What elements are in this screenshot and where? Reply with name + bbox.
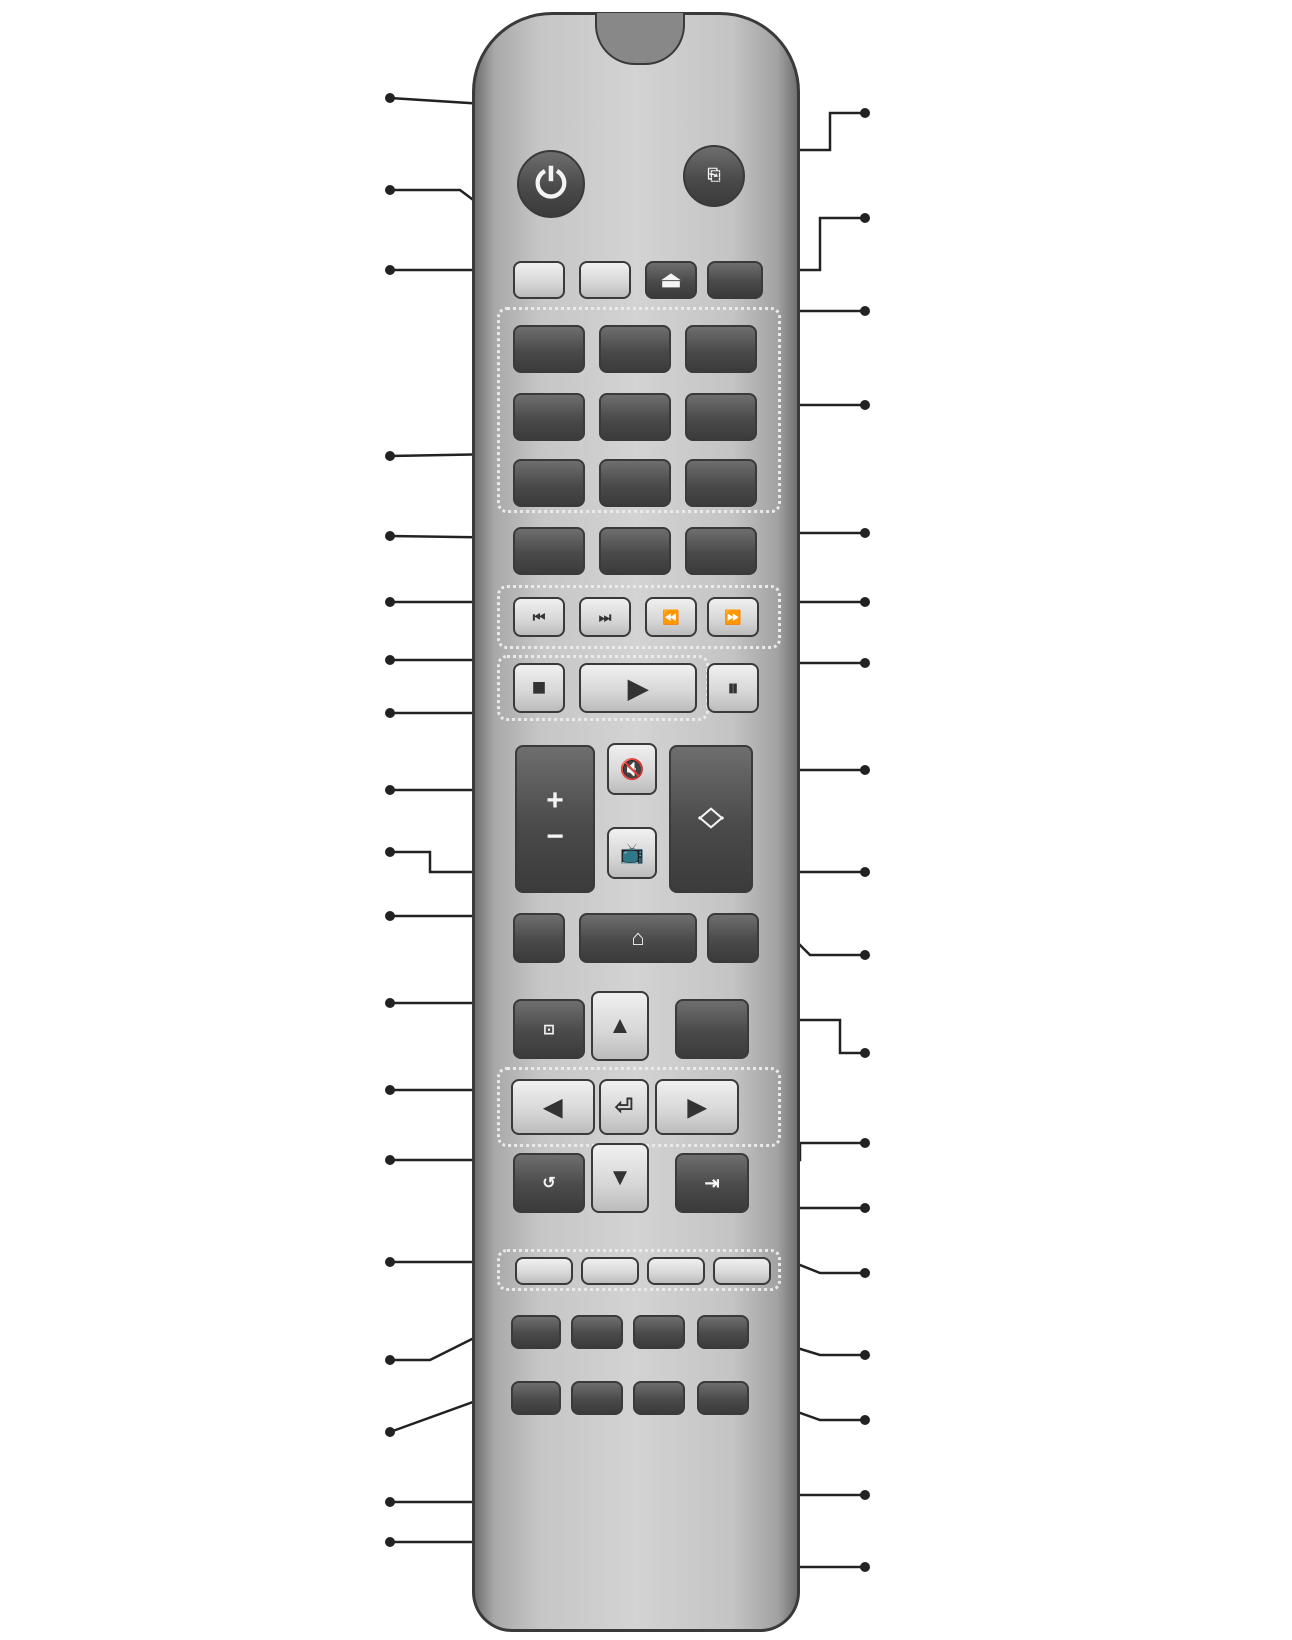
tv-sound-button[interactable]: [607, 827, 657, 879]
input-icon: ⎘: [707, 167, 721, 184]
volume-down-icon: −: [546, 820, 564, 853]
d-button[interactable]: [713, 1257, 771, 1285]
exit-button[interactable]: [675, 1153, 749, 1213]
next-button[interactable]: [579, 597, 631, 637]
rewind-icon: ⏪: [662, 608, 680, 625]
digit-3-button[interactable]: [685, 325, 757, 373]
preset-button[interactable]: [511, 1381, 561, 1415]
enter-button[interactable]: [599, 1079, 649, 1135]
digit-0-button[interactable]: [599, 527, 671, 575]
prev-button[interactable]: [513, 597, 565, 637]
play-button[interactable]: [579, 663, 697, 713]
sleep-button[interactable]: [707, 261, 763, 299]
exit-icon: ⇥: [704, 1172, 720, 1193]
full-screen-button[interactable]: [513, 913, 565, 963]
nav-down-button[interactable]: [591, 1143, 649, 1213]
disc-menu-button[interactable]: [513, 527, 585, 575]
tools-icon: ⊡: [543, 1020, 555, 1037]
digit-9-button[interactable]: [685, 459, 757, 507]
b-button[interactable]: [581, 1257, 639, 1285]
c-button[interactable]: [647, 1257, 705, 1285]
tv-icon: 📺: [619, 842, 645, 865]
home-icon: ⌂: [631, 925, 645, 950]
digit-5-button[interactable]: [599, 393, 671, 441]
stop-button[interactable]: [513, 663, 565, 713]
3d-sound-button[interactable]: [697, 1315, 749, 1349]
fast-forward-icon: ⏩: [724, 608, 742, 625]
power-icon: ⏻: [535, 161, 567, 206]
subtitle-button[interactable]: [633, 1381, 685, 1415]
arrow-right-icon: ▶: [687, 1093, 707, 1121]
info-button[interactable]: [675, 999, 749, 1059]
effect-button[interactable]: [697, 1381, 749, 1415]
eject-button[interactable]: [645, 261, 697, 299]
nav-left-button[interactable]: [511, 1079, 595, 1135]
arrow-left-icon: ◀: [543, 1093, 563, 1121]
skip-back-icon: ⏮: [532, 608, 546, 625]
pause-icon: ⏸: [727, 675, 739, 700]
nav-up-button[interactable]: [591, 991, 649, 1061]
digit-8-button[interactable]: [599, 459, 671, 507]
arrow-up-icon: ▲: [608, 1012, 632, 1039]
a-button[interactable]: [515, 1257, 573, 1285]
volume-rocker[interactable]: [515, 745, 595, 893]
eject-icon: ⏏: [660, 267, 682, 292]
repeat-button[interactable]: [707, 913, 759, 963]
audio-button[interactable]: [571, 1381, 623, 1415]
volume-up-icon: +: [546, 784, 564, 817]
enter-icon: ⏎: [614, 1094, 634, 1119]
skip-forward-icon: ⏭: [598, 608, 612, 625]
tools-button[interactable]: [513, 999, 585, 1059]
digit-2-button[interactable]: [599, 325, 671, 373]
stop-icon: ■: [531, 674, 547, 701]
digit-4-button[interactable]: [513, 393, 585, 441]
function-tv-source-button[interactable]: [683, 145, 745, 207]
tuning-channel-rocker[interactable]: [669, 745, 753, 893]
digit-1-button[interactable]: [513, 325, 585, 373]
smart-search-button[interactable]: [571, 1315, 623, 1349]
digit-7-button[interactable]: [513, 459, 585, 507]
fast-forward-button[interactable]: [707, 597, 759, 637]
sw-level-button[interactable]: [633, 1315, 685, 1349]
home-button[interactable]: [579, 913, 697, 963]
arrow-down-icon: ▼: [608, 1164, 632, 1191]
tv-button[interactable]: [579, 261, 631, 299]
mute-icon: 🔇: [619, 758, 645, 781]
mute-button[interactable]: [607, 743, 657, 795]
power-button[interactable]: [517, 150, 585, 218]
play-icon: ▶: [628, 672, 648, 703]
rewind-button[interactable]: [645, 597, 697, 637]
popup-button[interactable]: [685, 527, 757, 575]
bd-button[interactable]: [513, 261, 565, 299]
remote-control: [472, 12, 800, 1632]
hub-button[interactable]: [511, 1315, 561, 1349]
return-icon: ↺: [542, 1175, 556, 1192]
ir-window: [595, 13, 685, 65]
pause-button[interactable]: [707, 663, 759, 713]
chevron-up-icon: ︿: [697, 793, 724, 823]
chevron-down-icon: ﹀: [697, 815, 724, 845]
nav-right-button[interactable]: [655, 1079, 739, 1135]
return-button[interactable]: [513, 1153, 585, 1213]
digit-6-button[interactable]: [685, 393, 757, 441]
